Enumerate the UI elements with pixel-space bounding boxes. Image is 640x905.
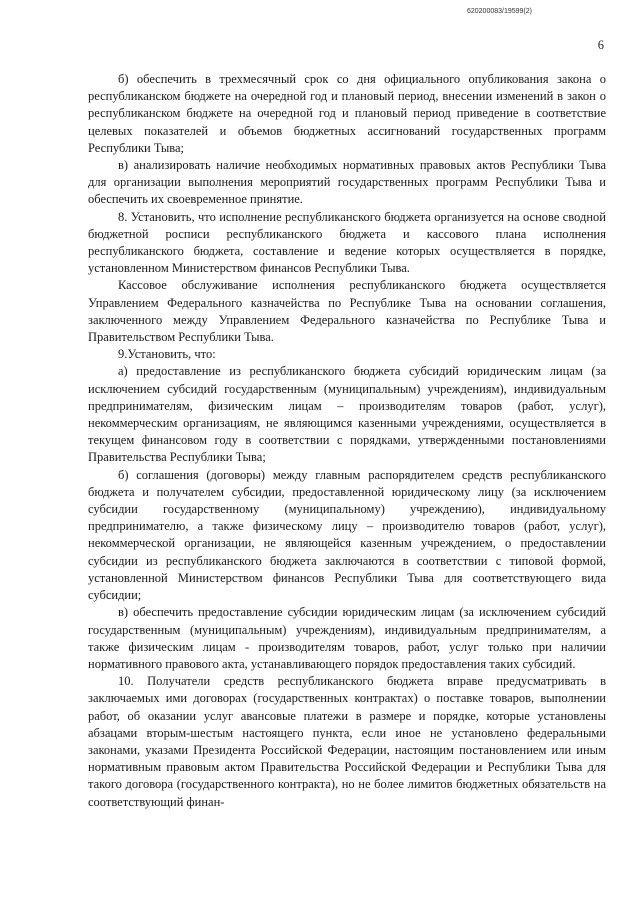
- document-body: [88, 71, 606, 811]
- paragraph-8-cash-service: Кассовое обслуживание исполнения республиканского бюджета осуществляется Управлением Федерального казначейства по Республике Тыва на основании соглашения, заключенного между Управлением Федерального казначейства по Республике Тыва и Правительством Республики Тыва.: [88, 278, 606, 345]
- paragraph-10: 10. Получатели средств республиканского бюджета вправе предусматривать в заключаемых ими договорах (государственных контрактах) о поставке товаров, выполнении работ, об оказании услуг авансовые платежи в размере и порядке, которые установлены абзацами вторым-шестым настоящего пункта, если иное не установлено федеральными законами, указами Президента Российской Федерации, настоящим постановлением или иным нормативным правовым актом Правительства Российской Федерации и Республики Тыва для такого договора (государственного контракта), но не более лимитов бюджетных обязательств на соответствующий финан-: [88, 674, 606, 809]
- paragraph-9b: б) соглашения (договоры) между главным распорядителем средств республиканского бюджета и получателем субсидии, предоставленной юридическому лицу (за исключением субсидии государственному (муниципальному) учреждению), индивидуальному предпринимателю, а также физическому лицу – производителю товаров (работ, услуг), некоммерческой организации, не являющейся казенным учреждением, о предоставлении субсидии из республиканского бюджета заключаются в соответствии с типовой формой, установленной Министерством финансов Республики Тыва для соответствующего вида субсидии;: [88, 467, 606, 603]
- paragraph-6b: б) обеспечить в трехмесячный срок со дня официального опубликования закона о республиканском бюджете на очередной год и плановый период, внесении изменений в закон о республиканском бюджете на очередной год и плановый период приведение в соответствие целевых показателей и объемов бюджетных ассигнований государственных программ Республики Тыва;: [88, 72, 606, 155]
- paragraph-9-intro: 9.Установить, что:: [118, 347, 216, 362]
- document-code: 620200083/19599(2): [466, 8, 532, 15]
- paragraph-6v: в) анализировать наличие необходимых нормативных правовых актов Республики Тыва для организации выполнения мероприятий государственных программ Республики Тыва и обеспечить их своевременное принятие.: [88, 158, 606, 207]
- paragraph-9a: а) предоставление из республиканского бюджета субсидий юридическим лицам (за исключением субсидий государственным (муниципальным) учреждениям), индивидуальным предпринимателям, физическим лицам – производителям товаров (работ, услуг), некоммерческим организациям, не являющимся казенными учреждениями, осуществляется в текущем финансовом году в соответствии с порядками, утвержденными постановлениями Правительства Республики Тыва;: [88, 364, 606, 465]
- paragraph-9v: в) обеспечить предоставление субсидии юридическим лицам (за исключением субсидий государственным (муниципальным) учреждениям), индивидуальным предпринимателям, а также физическим лицам - производителям товаров, работ, услуг только при наличии нормативного правового акта, устанавливающего порядок предоставления таких субсидий.: [88, 605, 606, 671]
- paragraph-8: 8. Установить, что исполнение республиканского бюджета организуется на основе сводной бюджетной росписи республиканского бюджета и кассового плана исполнения республиканского бюджета, составление и ведение которых осуществляется в порядке, установленном Министерством финансов Республики Тыва.: [88, 209, 606, 276]
- page-number: 6: [597, 38, 604, 52]
